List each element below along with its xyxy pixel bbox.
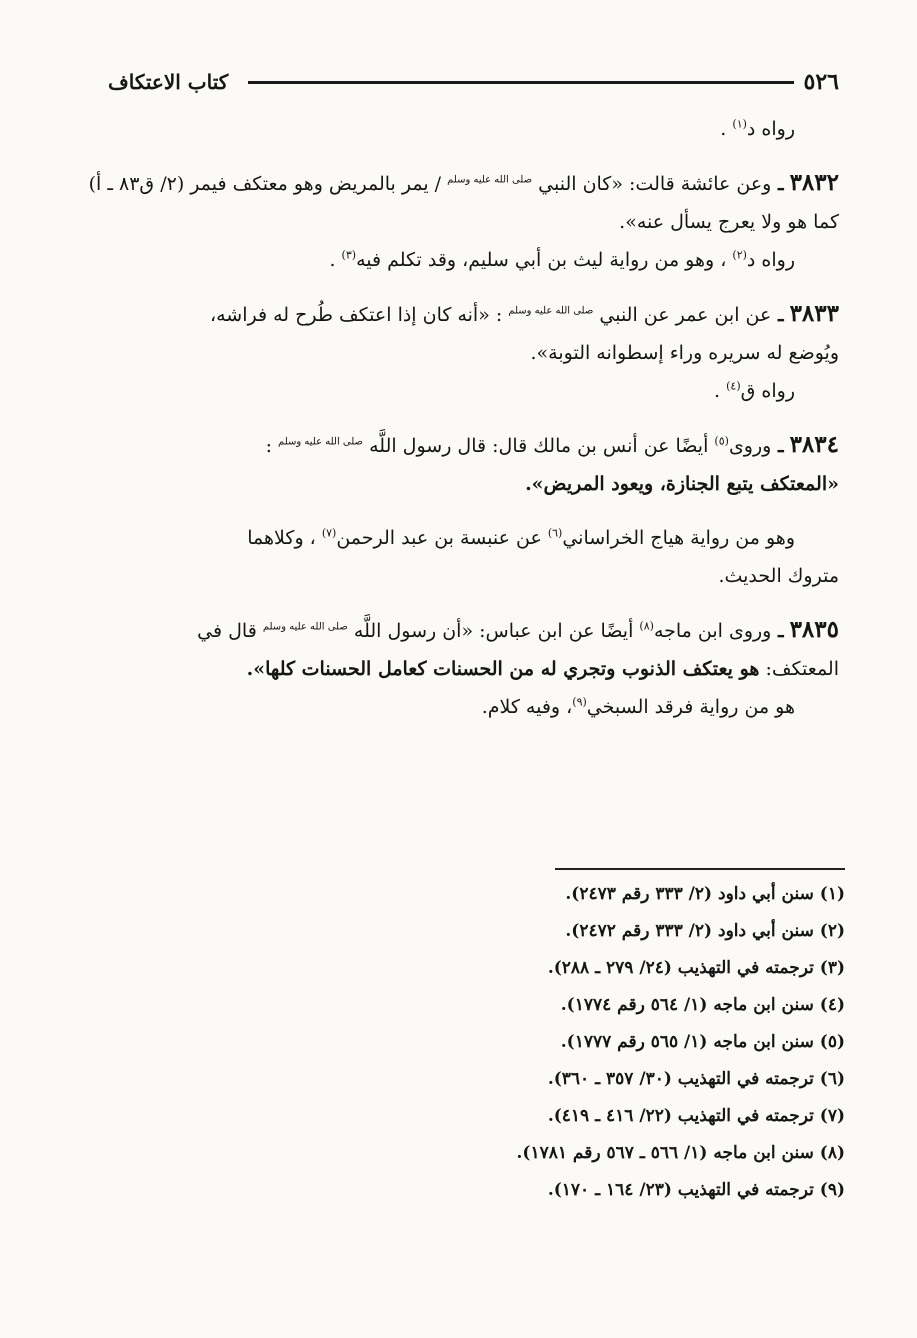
hadith-number: ٣٨٣٣ <box>789 300 839 327</box>
hadith-number: ٣٨٣٢ <box>789 169 839 196</box>
salla-glyph: صلى الله عليه وسلم <box>508 305 594 317</box>
hadith-number: ٣٨٣٤ <box>789 431 839 458</box>
header-rule <box>248 81 793 84</box>
footnote-5: (٥) سنن ابن ماجه (١/ ٥٦٥ رقم ١٧٧٧). <box>560 1032 845 1052</box>
running-header <box>108 62 839 102</box>
footnote-8: (٨) سنن ابن ماجه (١/ ٥٦٦ ـ ٥٦٧ رقم ١٧٨١). <box>516 1143 845 1163</box>
footnote-3: (٣) ترجمته في التهذيب (٢٤/ ٢٧٩ ـ ٢٨٨). <box>547 958 845 978</box>
paragraph-riwaya-0: رواه د$^{(١)}$ . <box>720 117 795 140</box>
hadith-3835: ٣٨٣٥ ـ وروى ابن ماجه$^{(٨)}$ أيضًا عن ابن عباس: «أن رسول اللَّه $^{صلى الله عليه وسلم}$ قال في المعتكف: هو يعتكف الذنوب وتجري له من الحسنات كعامل الحسنات كلها». <box>197 616 839 680</box>
salla-glyph: صلى الله عليه وسلم <box>262 621 348 633</box>
paragraph-note-3835: هو من رواية فرقد السبخي$^{(٩)}$، وفيه كلام. <box>481 695 795 718</box>
footnote-separator <box>555 868 845 870</box>
salla-glyph: صلى الله عليه وسلم <box>278 436 364 448</box>
footnotes <box>345 876 845 1209</box>
page-number: ٥٢٦ <box>803 69 839 95</box>
footnote-2: (٢) سنن أبي داود (٢/ ٣٣٣ رقم ٢٤٧٢). <box>565 921 845 941</box>
hadith-3833: ٣٨٣٣ ـ عن ابن عمر عن النبي $^{صلى الله عليه وسلم}$ : «أنه كان إذا اعتكف طُرح له فراشه، ويُوضع له سريره وراء إسطوانه التوبة». <box>209 300 839 364</box>
paragraph-riwaya-3833: رواه ق$^{(٤)}$ . <box>714 379 795 402</box>
paragraph-riwaya-3832: رواه د$^{(٢)}$ ، وهو من رواية ليث بن أبي سليم، وقد تكلم فيه$^{(٣)}$ . <box>329 248 795 271</box>
footnote-6: (٦) ترجمته في التهذيب (٣٠/ ٣٥٧ ـ ٣٦٠). <box>547 1069 845 1089</box>
main-text <box>80 110 839 726</box>
footnote-9: (٩) ترجمته في التهذيب (٢٣/ ١٦٤ ـ ١٧٠). <box>547 1180 845 1200</box>
hadith-3832: ٣٨٣٢ ـ وعن عائشة قالت: «كان النبي $^{صلى الله عليه وسلم}$ / يمر بالمريض وهو معتكف فيمر (٢/ ق٨٣ ـ أ) كما هو ولا يعرج يسأل عنه». <box>88 169 839 233</box>
hadith-3834: ٣٨٣٤ ـ وروى$^{(٥)}$ أيضًا عن أنس بن مالك قال: قال رسول اللَّه $^{صلى الله عليه وسلم}$ : «المعتكف يتبع الجنازة، ويعود المريض». <box>265 431 839 495</box>
footnote-1: (١) سنن أبي داود (٢/ ٣٣٣ رقم ٢٤٧٣). <box>565 884 845 904</box>
salla-glyph: صلى الله عليه وسلم <box>447 174 533 186</box>
footnote-4: (٤) سنن ابن ماجه (١/ ٥٦٤ رقم ١٧٧٤). <box>560 995 845 1015</box>
paragraph-note-3834-cont: متروك الحديث. <box>718 565 839 587</box>
paragraph-note-3834: وهو من رواية هياج الخراساني$^{(٦)}$ عن عنبسة بن عبد الرحمن$^{(٧)}$ ، وكلاهما <box>247 526 795 549</box>
footnote-7: (٧) ترجمته في التهذيب (٢٢/ ٤١٦ ـ ٤١٩). <box>547 1106 845 1126</box>
hadith-number: ٣٨٣٥ <box>789 616 839 643</box>
chapter-title: كتاب الاعتكاف <box>108 70 229 94</box>
